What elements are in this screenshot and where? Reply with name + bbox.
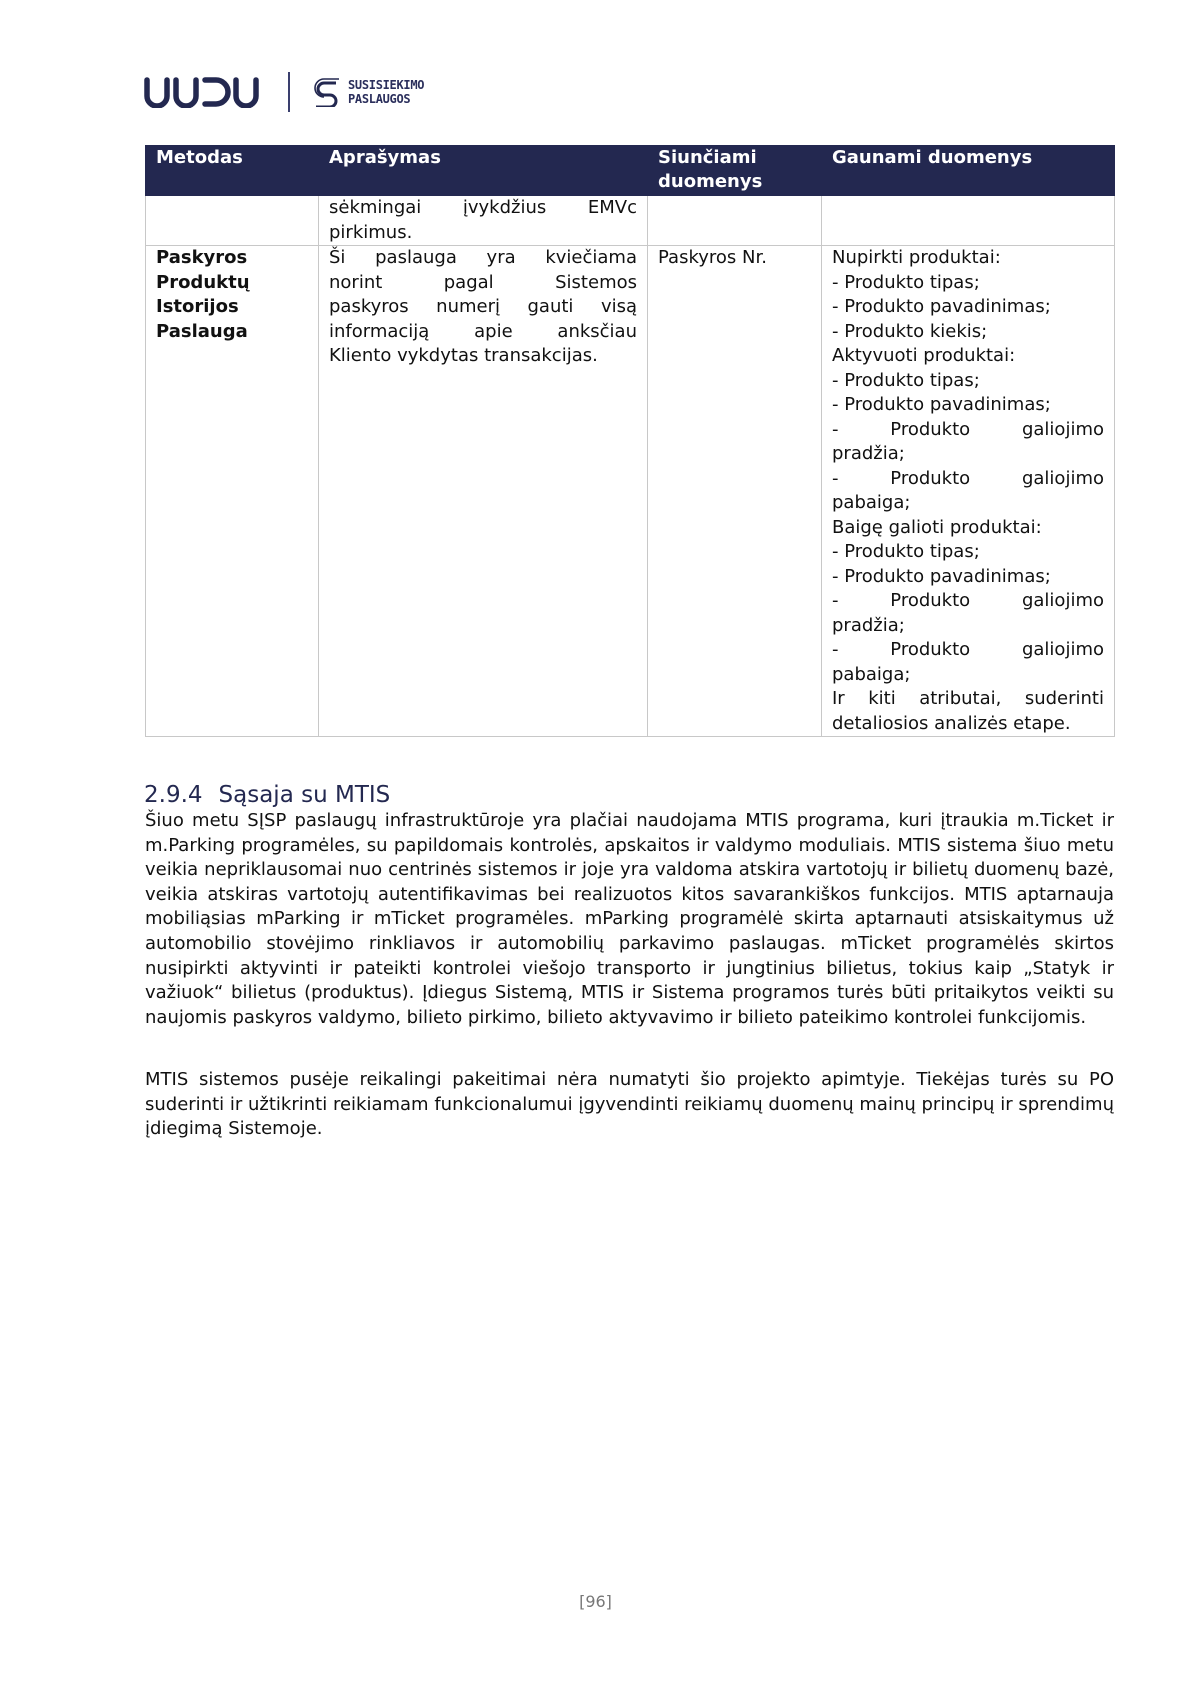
cell-sent-empty [648, 196, 822, 246]
sp-logo-text [348, 78, 424, 106]
cell-method [146, 246, 319, 737]
description-line: norint pagal Sistemos [329, 271, 637, 293]
table-row-continued [146, 196, 1115, 246]
description-line: paskyros numerį gauti visą [329, 296, 637, 317]
received-line: - Produkto tipas; [832, 369, 980, 391]
received-line: - Produkto galiojimo [832, 639, 1104, 660]
cell-description-continued [319, 196, 648, 246]
received-line: pabaiga; [832, 492, 911, 513]
col-header-sent-line1: Siunčiami [658, 147, 757, 168]
table-row [146, 246, 1115, 737]
judu-logo [144, 70, 264, 114]
section-heading [144, 782, 390, 808]
method-line: Produktų [156, 271, 250, 293]
received-line: - Produkto pavadinimas; [832, 296, 1051, 317]
cell-received-empty [822, 196, 1115, 246]
sp-logo-line2: PASLAUGOS [348, 92, 411, 106]
col-header-sent-line2: duomenys [658, 171, 763, 192]
received-line: - Produkto galiojimo [832, 418, 1104, 440]
col-header-description: Aprašymas [319, 146, 648, 196]
received-line: - Produkto pavadinimas; [832, 394, 1051, 415]
cell-description [319, 246, 648, 737]
judu-logo-icon [144, 76, 264, 108]
methods-table [145, 145, 1115, 737]
col-header-method: Metodas [146, 146, 319, 196]
received-line: Nupirkti produktai: [832, 247, 1001, 268]
description-line: pirkimus. [329, 221, 413, 243]
method-line: Paskyros [156, 247, 248, 268]
received-line: Baigę galioti produktai: [832, 516, 1042, 538]
col-header-received: Gaunami duomenys [822, 146, 1115, 196]
received-line: - Produkto pavadinimas; [832, 565, 1051, 587]
cell-method-empty [146, 196, 319, 246]
received-line: detaliosios analizės etape. [832, 712, 1071, 734]
paragraph-2: MTIS sistemos pusėje reikalingi pakeitimai nėra numatyti šio projekto apimtyje. Tiekėjas turės su PO suderinti ir užtikrinti reikiamam funkcionalumui įgyvendinti reikiamų duomenų mainų principų ir sprendimų įdiegimą Sistemoje. [145, 1069, 1114, 1140]
sp-logo-icon [312, 77, 342, 107]
description-line: Ši paslauga yra kviečiama [329, 247, 637, 268]
received-line: - Produkto galiojimo [832, 590, 1104, 611]
received-line: pradžia; [832, 443, 905, 464]
received-line: Aktyvuoti produktai: [832, 345, 1016, 366]
cell-received [822, 246, 1115, 737]
received-line: - Produkto tipas; [832, 271, 980, 293]
cell-sent: Paskyros Nr. [648, 246, 822, 737]
received-line: - Produkto tipas; [832, 541, 980, 562]
sp-logo-line1: SUSISIEKIMO [348, 78, 425, 92]
received-line: pradžia; [832, 614, 905, 636]
susisiekimo-paslaugos-logo [312, 77, 424, 107]
method-line: Istorijos [156, 296, 239, 317]
col-header-sent [648, 146, 822, 196]
description-line: sėkmingai įvykdžius EMVc [329, 197, 637, 218]
description-line: Kliento vykdytas transakcijas. [329, 345, 598, 366]
section-title: Sąsaja su MTIS [218, 782, 391, 808]
page-header [144, 70, 424, 114]
section-number: 2.9.4 [144, 782, 203, 808]
logo-divider [288, 72, 290, 112]
received-line: pabaiga; [832, 663, 911, 685]
paragraph-1: Šiuo metu SĮSP paslaugų infrastruktūroje yra plačiai naudojama MTIS programa, kuri įtraukia m.Ticket ir m.Parking programėles, su papildomais kontrolės, apskaitos ir valdymo moduliais. MTIS sistema šiuo metu veikia nepriklausomai nuo centrinės sistemos ir joje yra valdoma atskira vartotojų ir bilietų duomenų bazė, veikia atskiras vartotojų autentifikavimas bei realizuotos kitos savarankiškos funkcijos. MTIS aptarnauja mobiliąsias mParking ir mTicket programėles. mParking programėlė skirta aptarnauti atsiskaitymus už automobilio stovėjimo rinkliavos ir automobilių parkavimo paslaugas. mTicket programėlės skirtos nusipirkti aktyvinti ir pateikti kontrolei viešojo transporto ir jungtinius bilietus, tokius kaip „Statyk ir važiuok“ bilietus (produktus). Įdiegus Sistemą, MTIS ir Sistema programos turės būti pritaikytos veikti su naujomis paskyros valdymo, bilieto pirkimo, bilieto aktyvavimo ir bilieto pateikimo kontrolei funkcijomis. [145, 810, 1114, 1028]
received-line: - Produkto kiekis; [832, 320, 988, 342]
table-header-row [146, 146, 1115, 196]
description-line: informaciją apie anksčiau [329, 320, 637, 342]
received-line: Ir kiti atributai, suderinti [832, 688, 1104, 709]
method-line: Paslauga [156, 320, 248, 342]
page-number: [96] [579, 1592, 612, 1611]
received-line: - Produkto galiojimo [832, 467, 1104, 489]
